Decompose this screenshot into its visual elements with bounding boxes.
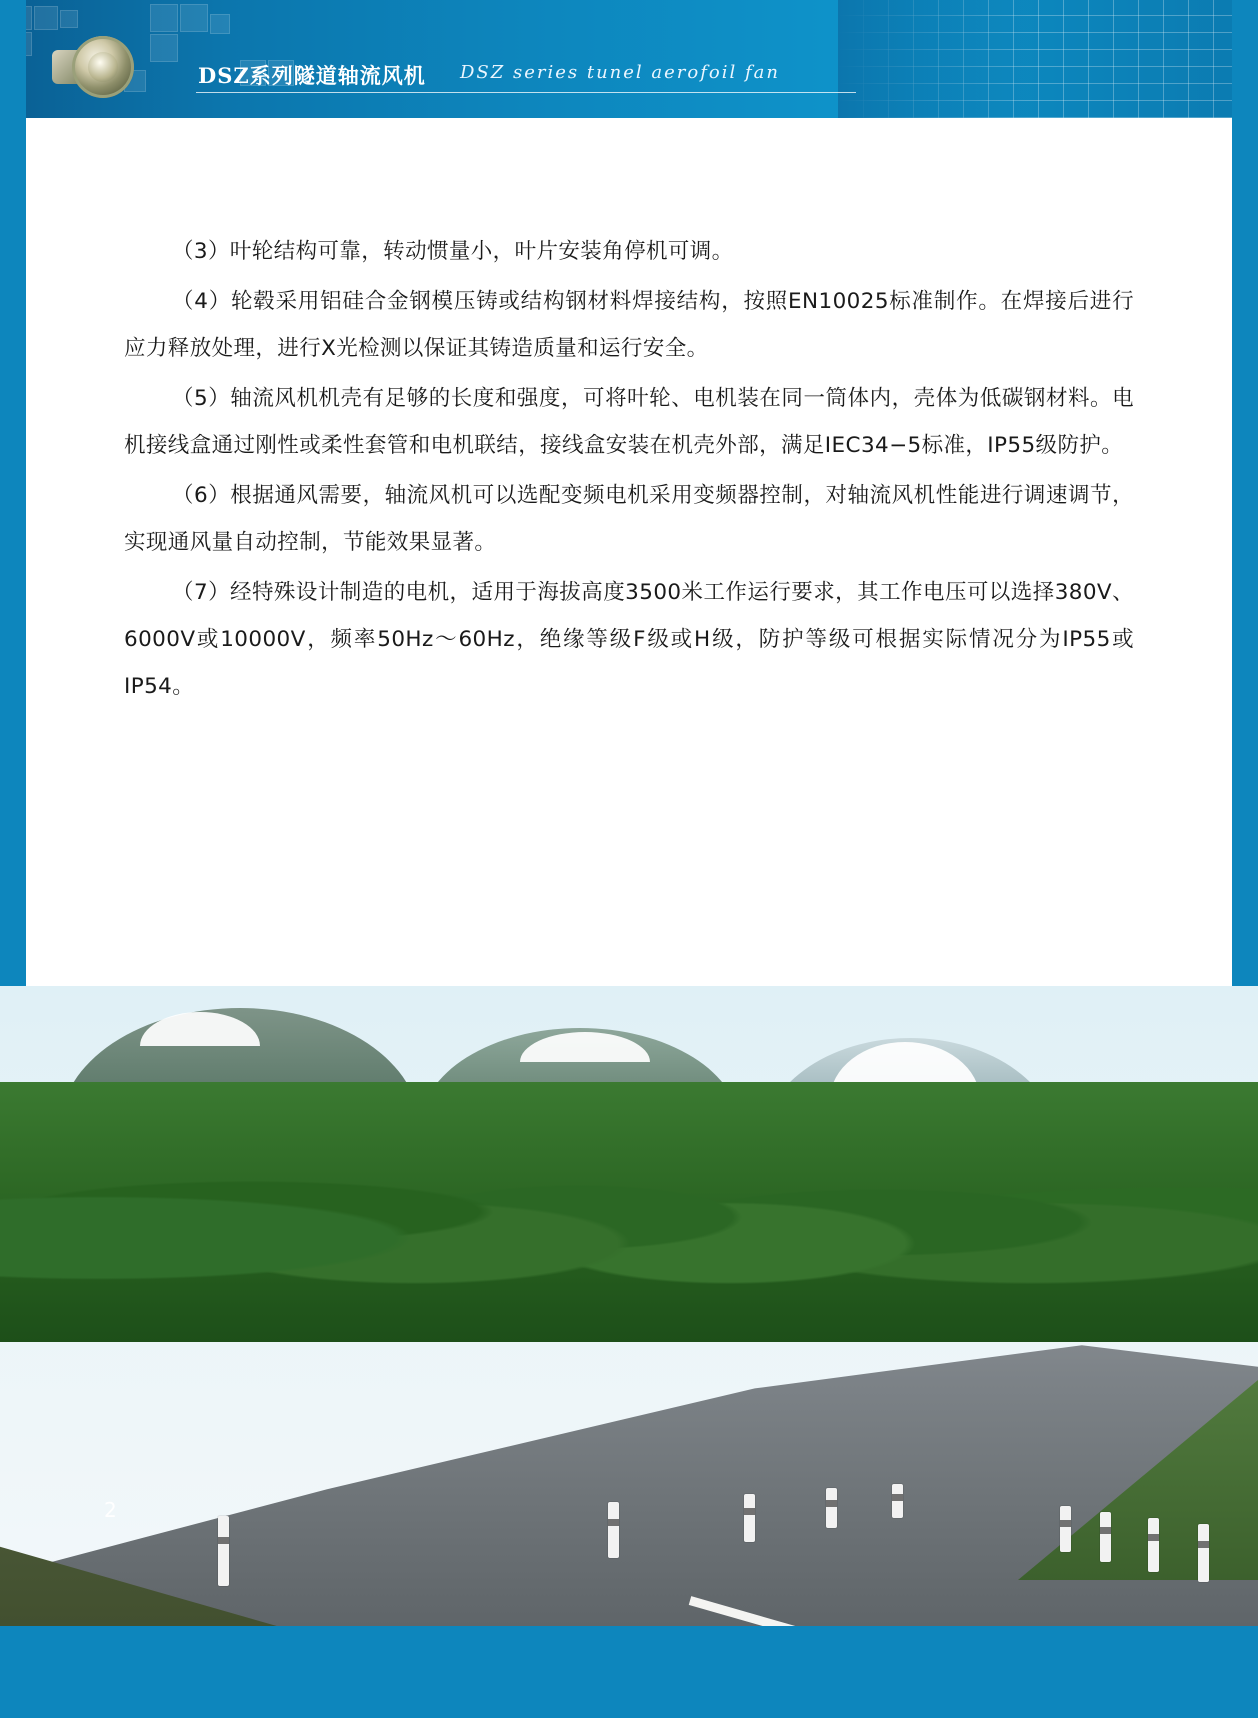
guard-post-4 [826,1488,837,1528]
mountain-road-photograph [0,986,1258,1626]
paragraph-7: （7）经特殊设计制造的电机，适用于海拔高度3500米工作运行要求，其工作电压可以选择380V、6000V或10000V，频率50Hz～60Hz，绝缘等级F级或H级，防护等级可根据实际情况分为IP55或IP54。 [124,580,1135,699]
paragraph-6: （6）根据通风需要，轴流风机可以选配变频电机采用变频器控制，对轴流风机性能进行调速调节，实现通风量自动控制，节能效果显著。 [124,483,1134,555]
header-decoration-squares [0,0,300,118]
guard-post-3 [744,1494,755,1542]
header-title-english: DSZ series tunel aerofoil fan [460,62,780,83]
paragraph-5: （5）轴流风机机壳有足够的长度和强度，可将叶轮、电机装在同一筒体内，壳体为低碳钢材料。电机接线盒通过刚性或柔性套管和电机联结，接线盒安装在机壳外部，满足IEC34−5标准，IP55级防护。 [124,386,1134,458]
guard-post-9 [1198,1524,1209,1582]
guard-post-8 [1148,1518,1159,1572]
paragraph-4: （4）轮毂采用铝硅合金钢模压铸或结构钢材料焊接结构，按照EN10025标准制作。在焊接后进行应力释放处理，进行X光检测以保证其铸造质量和运行安全。 [124,289,1134,361]
road-edge-line-right [689,1596,1258,1626]
body-content [124,228,1134,713]
header-underline [196,92,856,93]
guard-post-7 [1100,1512,1111,1562]
paragraph-3: （3）叶轮结构可靠，转动惯量小，叶片安装角停机可调。 [172,239,734,264]
header-title-chinese: DSZ系列隧道轴流风机 [198,63,426,88]
fan-impeller-logo-icon [52,34,144,100]
guard-post-1 [218,1516,229,1586]
guard-post-2 [608,1502,619,1558]
logo-ring-shape [72,36,134,98]
page-number: 2 [104,1498,117,1522]
page-header [0,0,1258,118]
bottom-edge-bar [0,1626,1258,1718]
guard-post-6 [1060,1506,1071,1552]
header-grid-fade [838,0,1258,118]
guard-post-5 [892,1484,903,1518]
photo-road-markings [0,1266,1258,1626]
